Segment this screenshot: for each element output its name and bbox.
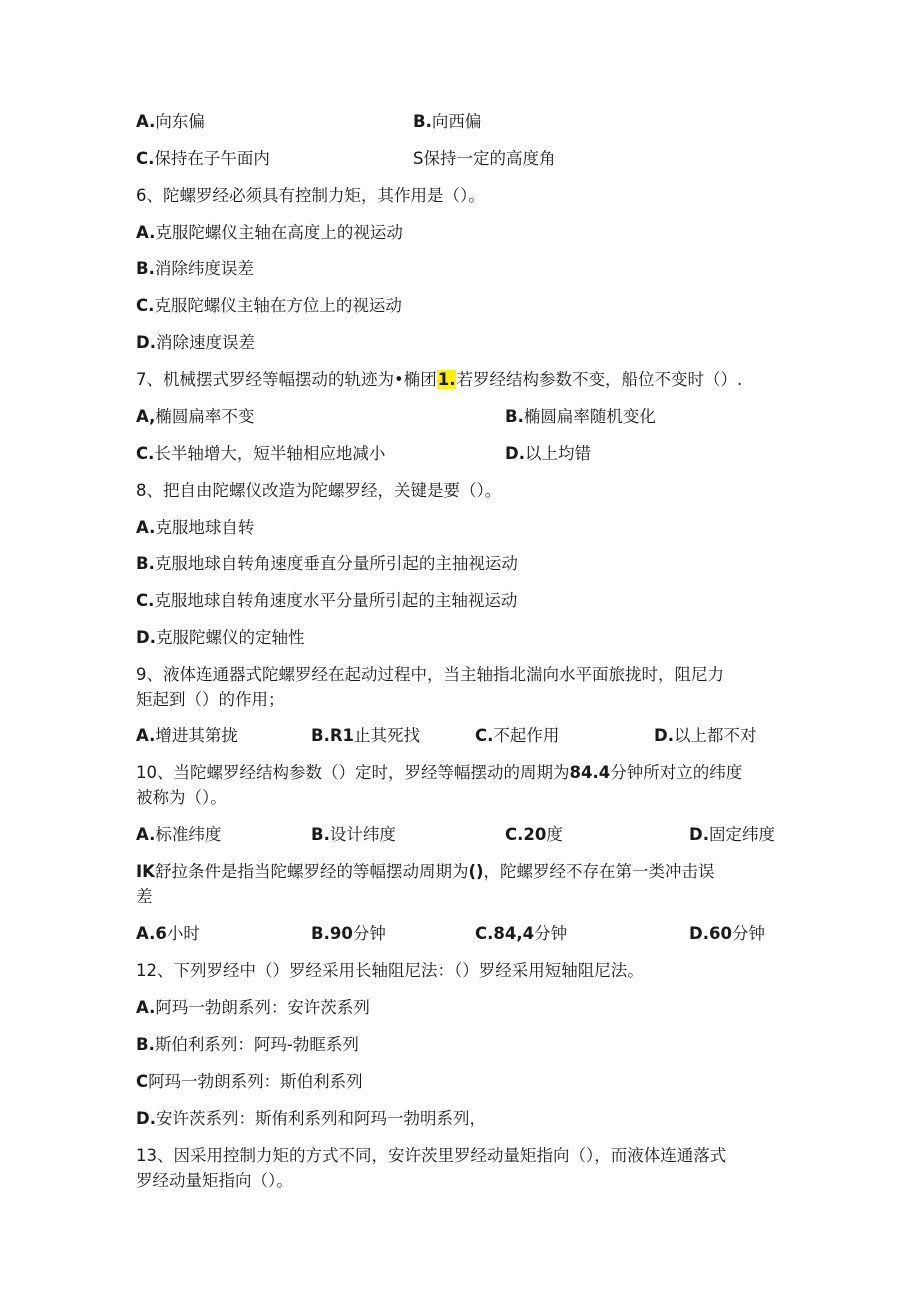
q7-stem-part1: 7、机械摆式罗经等幅摆动的轨迹为•椭团 [136, 370, 437, 389]
q12-option-b-text: 斯伯利系列：阿玛-勃眶系列 [154, 1035, 359, 1054]
q8-stem-text: 8、把自由陀螺仪改造为陀螺罗经，关键是要（）。 [136, 481, 502, 500]
q10-option-a-text: 标准纬度 [155, 825, 222, 844]
q5-option-c-text: 保持在子午面内 [154, 149, 270, 168]
q10-option-a-letter: A. [136, 825, 156, 844]
q11-stem-line2-text: 差 [136, 887, 153, 906]
q10-option-c-text: 度 [546, 825, 563, 844]
q7-stem-part2: 若罗经结构参数不变，船位不变时（）. [456, 370, 743, 389]
q10-stem-number: 84.4 [569, 763, 611, 782]
q9-option-d [654, 725, 756, 747]
q11-option-a [136, 923, 200, 945]
q9-option-c-text: 不起作用 [493, 726, 560, 745]
q9-option-d-text: 以上都不对 [673, 726, 757, 745]
q10-option-a [136, 824, 221, 846]
q11-option-a-text: 小时 [166, 924, 200, 943]
q9-option-d-letter: D. [654, 726, 674, 745]
q8-option-a-text: 克服地球自转 [155, 518, 255, 537]
q7-option-a-text: 椭圆扁率不变 [155, 407, 255, 426]
q8-option-b [136, 553, 518, 575]
q6-option-c [136, 295, 402, 317]
q7-option-b-text: 椭圆扁率随机变化 [523, 407, 656, 426]
q9-option-c-letter: C. [475, 726, 494, 745]
q10-option-b-text: 设计纬度 [329, 825, 396, 844]
q12-stem [136, 960, 644, 982]
q9-option-b-letter: B.R1 [311, 726, 355, 745]
q11-option-a-letter: A.6 [136, 924, 167, 943]
q11-option-d-text: 分钟 [731, 924, 765, 943]
q5-option-c-letter: C. [136, 149, 155, 168]
q8-option-c-text: 克服地球自转角速度水平分量所引起的主轴视运动 [154, 591, 518, 610]
q6-option-b-text: 消除纬度误差 [154, 259, 254, 278]
q7-option-c-letter: C. [136, 444, 155, 463]
q11-option-c-letter: C.84,4 [475, 924, 535, 943]
q9-stem-line2 [136, 689, 285, 711]
q8-option-d-letter: D. [136, 628, 156, 647]
q7-stem-highlight: 1. [437, 370, 456, 389]
q7-option-b-letter: B. [505, 407, 524, 426]
q11-stem-paren: () [468, 862, 484, 881]
q10-option-c [505, 824, 563, 846]
q11-stem-line1 [136, 861, 715, 883]
q5-option-a-text: 向东偏 [155, 112, 205, 131]
q9-option-a-letter: A. [136, 726, 156, 745]
q6-option-a [136, 222, 403, 244]
q12-option-d-text: 安许茨系列：斯侑利系列和阿玛一勃明系列， [155, 1109, 486, 1128]
q6-option-a-letter: A. [136, 223, 156, 242]
q11-option-d [689, 923, 765, 945]
q7-option-a [136, 406, 254, 428]
q8-option-c [136, 590, 517, 612]
q11-stem-part1: 舒拉条件是指当陀螺罗经的等幅摆动周期为 [154, 862, 469, 881]
q6-option-d [136, 332, 255, 354]
q10-stem-part2: 分钟所对立的纬度 [610, 763, 743, 782]
q9-stem-line1 [136, 664, 724, 686]
q6-stem-text: 6、陀螺罗经必须具有控制力矩，其作用是（）。 [136, 186, 485, 205]
q8-option-b-letter: B. [136, 554, 155, 573]
q10-stem-line2-text: 被称为（）。 [136, 788, 227, 807]
q13-stem-line2-text: 罗经动量矩指向（）。 [136, 1171, 293, 1190]
q8-option-c-letter: C. [136, 591, 155, 610]
q5-option-b-text: 向西偏 [431, 112, 482, 131]
q8-option-b-text: 克服地球自转角速度垂直分量所引起的主抽视运动 [154, 554, 518, 573]
q7-option-c [136, 443, 385, 465]
q5-option-d-text: S保持一定的高度角 [413, 149, 556, 168]
q11-option-d-letter: D.60 [689, 924, 732, 943]
q5-option-b [413, 111, 481, 133]
q12-option-b [136, 1034, 359, 1056]
q10-stem-part1: 10、当陀螺罗经结构参数（）定时，罗经等幅摆动的周期为 [136, 763, 570, 782]
q11-option-b-letter: B.90 [311, 924, 353, 943]
q5-option-d [413, 148, 555, 170]
q6-option-b [136, 258, 254, 280]
q8-option-d-text: 克服陀螺仪的定轴性 [155, 628, 305, 647]
q7-stem [136, 369, 742, 391]
q9-option-a-text: 增进其第拢 [155, 726, 238, 745]
q6-option-d-text: 消除速度误差 [155, 333, 255, 352]
q10-option-d-letter: D. [689, 825, 709, 844]
q12-option-c [136, 1071, 363, 1093]
q7-option-d-text: 以上均错 [524, 444, 591, 463]
q8-option-a-letter: A. [136, 518, 156, 537]
q9-stem-line1-text: 9、液体连通器式陀螺罗经在起动过程中，当主轴指北湍向水平面旅拢时，阻尼力 [136, 665, 724, 684]
q10-stem-line2 [136, 787, 227, 809]
q10-option-d-text: 固定纬度 [708, 825, 775, 844]
q13-stem-line1 [136, 1145, 726, 1167]
q7-option-d-letter: D. [505, 444, 525, 463]
q11-option-b [311, 923, 386, 945]
q6-stem [136, 185, 485, 207]
q5-option-b-letter: B. [413, 112, 432, 131]
q10-option-d [689, 824, 775, 846]
q9-stem-line2-text: 矩起到（）的作用； [136, 690, 285, 709]
q13-stem-line2 [136, 1170, 293, 1192]
q6-option-b-letter: B. [136, 259, 155, 278]
q12-option-a [136, 997, 370, 1019]
q9-option-c [475, 725, 559, 747]
q10-option-b [311, 824, 396, 846]
q10-option-c-letter: C.20 [505, 825, 547, 844]
q11-stem-line2 [136, 886, 153, 908]
q12-option-c-text: 阿玛一勃朗系列：斯伯利系列 [148, 1072, 363, 1091]
q6-option-c-text: 克服陀螺仪主轴在方位上的视运动 [154, 296, 402, 315]
q5-option-c [136, 148, 270, 170]
q7-option-b [505, 406, 656, 428]
q10-option-b-letter: B. [311, 825, 330, 844]
q7-option-c-text: 长半轴增大，短半轴相应地减小 [154, 444, 386, 463]
q11-option-c-text: 分钟 [534, 924, 568, 943]
q11-stem-part2: ，陀螺罗经不存在第一类冲击误 [483, 862, 715, 881]
q7-option-d [505, 443, 591, 465]
q9-option-b-text: 止其死找 [354, 726, 421, 745]
q12-option-b-letter: B. [136, 1035, 155, 1054]
q7-option-a-letter: A, [136, 407, 156, 426]
q13-stem-line1-text: 13、因采用控制力矩的方式不同，安许茨里罗经动量矩指向（），而液体连通落式 [136, 1146, 727, 1165]
q5-option-a-letter: A. [136, 112, 156, 131]
q5-option-a [136, 111, 205, 133]
q12-stem-text: 12、下列罗经中（）罗经采用长轴阻尼法：（）罗经采用短轴阻尼法。 [136, 961, 644, 980]
q12-option-a-text: 阿玛一勃朗系列：安许茨系列 [155, 998, 370, 1017]
q12-option-c-letter: C [136, 1072, 149, 1091]
q6-option-a-text: 克服陀螺仪主轴在高度上的视运动 [155, 223, 403, 242]
q8-stem [136, 480, 501, 502]
q12-option-a-letter: A. [136, 998, 156, 1017]
q10-stem-line1 [136, 762, 742, 784]
q12-option-d [136, 1108, 486, 1130]
q12-option-d-letter: D. [136, 1109, 156, 1128]
q11-option-b-text: 分钟 [352, 924, 386, 943]
q8-option-d [136, 627, 304, 649]
q9-option-b [311, 725, 420, 747]
q11-stem-number: IK [136, 862, 155, 881]
q9-option-a [136, 725, 238, 747]
q11-option-c [475, 923, 567, 945]
q6-option-c-letter: C. [136, 296, 155, 315]
q6-option-d-letter: D. [136, 333, 156, 352]
q8-option-a [136, 517, 254, 539]
